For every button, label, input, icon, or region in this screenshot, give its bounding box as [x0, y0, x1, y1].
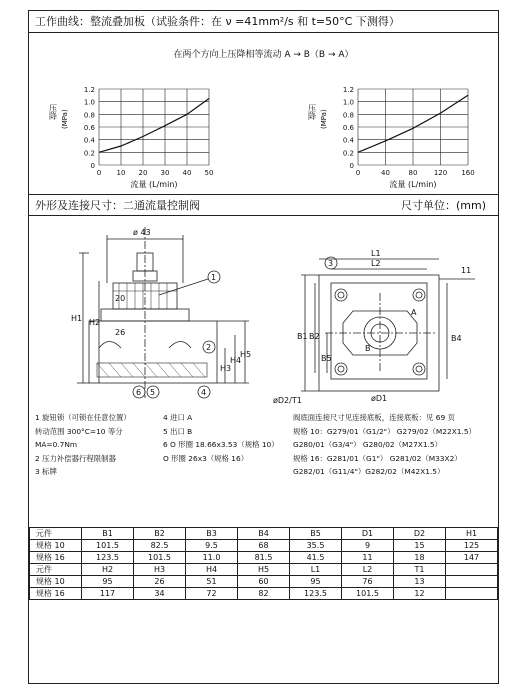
callout-6: 6 — [136, 388, 142, 397]
h4-label: H4 — [230, 356, 242, 365]
note-line: 5 出口 B — [163, 426, 193, 436]
table-cell: 9.5 — [186, 540, 238, 552]
table-cell: 123.5 — [82, 552, 134, 564]
y-tick-label: 1.0 — [83, 98, 95, 107]
curve-section-header — [29, 11, 498, 33]
table-cell: B1 — [82, 528, 134, 540]
x-tick-label: 80 — [408, 169, 418, 177]
table-cell: 95 — [290, 576, 342, 588]
table-cell: H1 — [446, 528, 498, 540]
note-line: 6 O 形圈 18.66x3.53（规格 10） — [163, 440, 279, 449]
dim-26-label: 26 — [115, 328, 126, 337]
table-cell: 123.5 — [290, 588, 342, 600]
table-cell: 26 — [134, 576, 186, 588]
b4-label: B4 — [451, 334, 462, 343]
table-cell: 76 — [342, 576, 394, 588]
dimension-section-header — [29, 194, 498, 216]
x-tick-label: 160 — [461, 169, 475, 177]
note-line: 4 进口 A — [163, 413, 193, 422]
legend-mid — [163, 411, 279, 465]
x-tick-label: 10 — [116, 169, 126, 177]
l1-label: L1 — [371, 249, 381, 258]
y-tick-label: 0.4 — [342, 136, 354, 145]
x-tick-label: 40 — [381, 169, 390, 177]
table-cell: L1 — [290, 564, 342, 576]
chart-caption: 在两个方向上压降相等流动 A → B（B → A） — [173, 50, 354, 60]
y-tick-label: 0 — [90, 162, 95, 170]
y-tick-label: 0.4 — [83, 136, 95, 145]
x-tick-label: 40 — [182, 169, 192, 177]
l2-label: L2 — [371, 259, 381, 268]
x-tick-label: 0 — [355, 169, 361, 177]
table-row — [30, 552, 498, 564]
y-axis-unit: (MPa) — [61, 109, 69, 129]
dimension-table — [29, 527, 498, 600]
callout-1: 1 — [211, 273, 217, 282]
curve-section-title: 工作曲线：整流叠加板（试验条件：在 ν =41mm²/s 和 t=50°C 下测得） — [35, 15, 400, 28]
y-axis-label: 压降 — [307, 104, 317, 120]
x-tick-label: 20 — [138, 169, 148, 177]
note-line: 阀底面连接尺寸见连接底板，连接底板：见 69 页 — [293, 413, 455, 422]
table-cell: T1 — [394, 564, 446, 576]
legend-left — [35, 411, 131, 479]
table-cell: 12 — [394, 588, 446, 600]
table-cell: 147 — [446, 552, 498, 564]
valve-side-view-drawing — [49, 223, 259, 408]
table-cell: 51 — [186, 576, 238, 588]
b1-label: B1 — [297, 332, 308, 341]
h2-label: H2 — [89, 318, 101, 327]
y-tick-label: 0.2 — [342, 149, 354, 158]
note-line: MA=0.7Nm — [35, 440, 78, 449]
note-line: 转动范围 300°C=10 等分 — [35, 426, 123, 436]
table-cell: 82.5 — [134, 540, 186, 552]
table-cell: 35.5 — [290, 540, 342, 552]
table-cell: D1 — [342, 528, 394, 540]
table-cell: 元件 — [30, 564, 82, 576]
table-cell: 规格 16 — [30, 588, 82, 600]
h1-label: H1 — [71, 314, 83, 323]
port-a-label: A — [411, 308, 417, 317]
diameter-43-label: ø 43 — [133, 228, 151, 237]
x-tick-label: 120 — [433, 169, 448, 177]
table-cell: L2 — [342, 564, 394, 576]
table-cell: 82 — [238, 588, 290, 600]
table-cell: 34 — [134, 588, 186, 600]
table-cell: H4 — [186, 564, 238, 576]
table-cell: B4 — [238, 528, 290, 540]
y-tick-label: 0.8 — [342, 111, 354, 120]
note-line: 规格 10：G279/01（G1/2"） G279/02（M22X1.5） — [293, 426, 476, 436]
table-cell: 68 — [238, 540, 290, 552]
table-cell: H2 — [82, 564, 134, 576]
legend-right — [293, 411, 476, 479]
note-line: 2 压力补偿器行程限制器 — [35, 453, 116, 463]
table-cell: 101.5 — [134, 552, 186, 564]
x-tick-label: 0 — [96, 169, 102, 177]
table-cell: 41.5 — [290, 552, 342, 564]
note-line: 1 旋钮锁（可锁在任意位置） — [35, 413, 131, 422]
y-axis-unit: (MPa) — [320, 109, 328, 129]
x-tick-label: 50 — [204, 169, 214, 177]
table-row — [30, 588, 498, 600]
table-cell: D2 — [394, 528, 446, 540]
b5-label: B5 — [321, 354, 332, 363]
y-tick-label: 0.6 — [342, 124, 354, 132]
note-line: O 形圈 26x3（规格 16） — [163, 453, 249, 463]
table-row — [30, 528, 498, 540]
table-cell: 101.5 — [82, 540, 134, 552]
table-cell — [446, 588, 498, 600]
h3-label: H3 — [220, 364, 232, 373]
pressure-drop-curve — [99, 99, 209, 153]
pressure-drop-chart-small — [37, 69, 237, 209]
table-cell — [446, 576, 498, 588]
callout-4: 4 — [201, 388, 207, 397]
table-cell: B5 — [290, 528, 342, 540]
table-cell — [446, 564, 498, 576]
x-tick-label: 30 — [160, 169, 170, 177]
y-tick-label: 1.0 — [342, 98, 354, 107]
dimension-section-title: 外形及连接尺寸：二通流量控制阀 — [35, 199, 200, 212]
table-cell: 15 — [394, 540, 446, 552]
table-cell: 元件 — [30, 528, 82, 540]
table-cell: 13 — [394, 576, 446, 588]
table-cell: 125 — [446, 540, 498, 552]
pressure-drop-chart-large — [296, 69, 496, 209]
y-tick-label: 1.2 — [342, 86, 354, 94]
y-tick-label: 1.2 — [83, 86, 95, 94]
table-cell: 规格 16 — [30, 552, 82, 564]
table-cell: 规格 10 — [30, 540, 82, 552]
note-line: G282/01（G11/4"）G282/02（M42X1.5） — [293, 467, 445, 476]
table-cell: 81.5 — [238, 552, 290, 564]
table-cell: H3 — [134, 564, 186, 576]
table-cell: B2 — [134, 528, 186, 540]
callout-2: 2 — [206, 343, 212, 352]
h5-label: H5 — [240, 350, 252, 359]
dim-11-label: 11 — [461, 266, 472, 275]
dim-20-label: 20 — [115, 294, 126, 303]
y-tick-label: 0.6 — [83, 124, 95, 132]
y-tick-label: 0 — [349, 162, 354, 170]
unit-label: 尺寸单位：(mm) — [400, 199, 486, 212]
callout-5: 5 — [150, 388, 156, 397]
x-axis-label: 流量 (L/min) — [130, 180, 178, 189]
note-line: G280/01（G3/4"） G280/02（M27X1.5） — [293, 440, 442, 449]
x-axis-label: 流量 (L/min) — [389, 180, 437, 189]
table-cell: 117 — [82, 588, 134, 600]
y-tick-label: 0.2 — [83, 149, 95, 158]
table-cell: 11 — [342, 552, 394, 564]
port-b-label: B — [365, 344, 371, 353]
table-cell: 规格 10 — [30, 576, 82, 588]
table-cell: 11.0 — [186, 552, 238, 564]
d2-t1-label: øD2/T1 — [273, 396, 302, 405]
table-cell: 60 — [238, 576, 290, 588]
table-cell: B3 — [186, 528, 238, 540]
table-cell: 95 — [82, 576, 134, 588]
callout-3: 3 — [328, 259, 334, 268]
d1-label: øD1 — [371, 394, 388, 403]
table-cell: 101.5 — [342, 588, 394, 600]
note-line: 规格 16：G281/01（G1"） G281/02（M33X2） — [293, 453, 462, 463]
table-row — [30, 576, 498, 588]
note-line: 3 标牌 — [35, 467, 57, 476]
table-cell: 72 — [186, 588, 238, 600]
table-row — [30, 564, 498, 576]
table-cell: H5 — [238, 564, 290, 576]
table-cell: 9 — [342, 540, 394, 552]
y-axis-label: 压降 — [48, 104, 58, 120]
datasheet-frame — [28, 10, 499, 684]
y-tick-label: 0.8 — [83, 111, 95, 120]
table-row — [30, 540, 498, 552]
b2-label: B2 — [309, 332, 320, 341]
valve-top-view-drawing — [261, 223, 497, 408]
table-cell: 18 — [394, 552, 446, 564]
